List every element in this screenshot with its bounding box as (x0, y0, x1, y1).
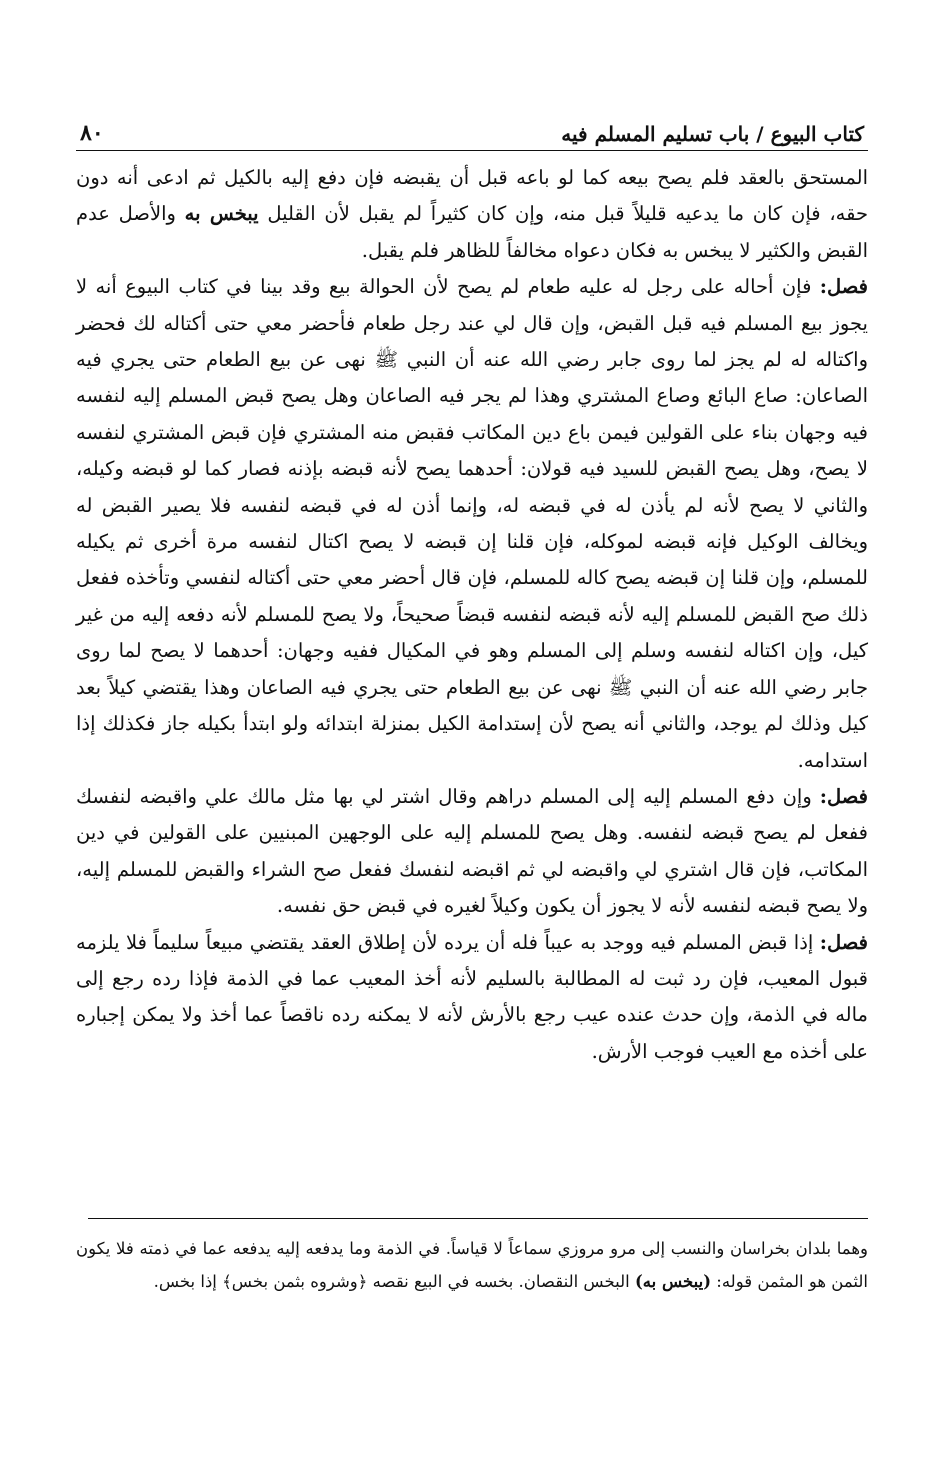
paragraph-2 (76, 269, 868, 779)
main-text (76, 160, 868, 1070)
section-label: فصل: (819, 275, 868, 299)
footnote-part-b: البخس النقصان. بخسه في البيع نقصه ﴿وشروه بثمن بخس﴾ إذا بخس. (153, 1272, 630, 1291)
paragraph-4 (76, 925, 868, 1071)
footnote-bold-term: (يبخس به) (634, 1272, 712, 1291)
paragraph-1-tail: والأصل عدم القبض والكثير لا يبخس به فكان دعواه مخالفاً للظاهر فلم يقبل. (76, 202, 868, 262)
paragraph-2-text: فإن أحاله على رجل له عليه طعام لم يصح لأن الحوالة بيع وقد بينا في كتاب البيوع أنه لا يجوز بيع المسلم فيه قبل القبض، وإن قال لي عند رجل طعام فأحضر معي حتى أكتاله لك فحضر واكتاله له لم يجز لما روى جابر رضي الله عنه أن النبي ﷺ نهى عن بيع الطعام حتى يجري فيه الصاعان: صاع البائع وصاع المشتري وهذا لم يجر فيه الصاعان وهل يصح قبض المسلم إليه لنفسه فيه وجهان بناء على القولين فيمن باع دين المكاتب فقبض منه المشتري فإن قبض المشتري لنفسه لا يصح، وهل يصح القبض للسيد فيه قولان: أحدهما يصح لأنه قبضه بإذنه فصار كما لو قبضه وكيله، والثاني لا يصح لأنه لم يأذن له في قبضه له، وإنما أذن له في قبضه لنفسه فلا يصير القبض له ويخالف الوكيل فإنه قبضه لموكله، فإن قلنا إن قبضه لا يصح اكتال لنفسه مرة أخرى ثم يكيله للمسلم، وإن قلنا إن قبضه يصح كاله للمسلم، فإن قال أحضر معي حتى أكتاله لنفسي وتأخذه ففعل ذلك صح القبض للمسلم إليه لأنه قبضه لنفسه قبضاً صحيحاً، ولا يصح للمسلم لأنه دفعه إليه من غير كيل، وإن اكتاله لنفسه وسلم إلى المسلم وهو في المكيال ففيه وجهان: أحدهما لا يصح لما روى جابر رضي الله عنه أن النبي ﷺ نهى عن بيع الطعام حتى يجري فيه الصاعان وهذا يقتضي كيلاً بعد كيل وذلك لم يوجد، والثاني أنه يصح لأن إستدامة الكيل بمنزلة ابتدائه ولو ابتدأ بكيله جاز فكذلك إذا استدامه. (76, 275, 868, 772)
section-label: فصل: (819, 784, 868, 808)
footnote-part-a: وهما بلدان بخراسان والنسب إلى مرو مروزي سماعاً لا قياساً. في الذمة وما يدفعه إليه يدفعه عما في ذمته فلا يكون الثمن هو المثمن قوله: (76, 1239, 868, 1291)
section-label: فصل: (819, 930, 868, 954)
running-title: كتاب البيوع / باب تسليم المسلم فيه (561, 122, 864, 146)
header-divider (76, 150, 868, 151)
paragraph-1-bold-term: يبخس به (184, 202, 259, 226)
paragraph-3-text: وإن دفع المسلم إليه إلى المسلم دراهم وقال اشتر لي بها مثل مالك علي واقبضه لنفسك ففعل لم يصح قبضه لنفسه. وهل يصح للمسلم إليه على الوجهين المبنيين على القولين في دين المكاتب، فإن قال اشتري لي واقبضه لي ثم اقبضه لنفسك ففعل صح الشراء والقبض للمسلم إليه، ولا يصح قبضه لنفسه لأنه لا يجوز أن يكون وكيلاً لغيره في قبض حق نفسه. (76, 784, 868, 918)
footnote-text (76, 1232, 868, 1298)
paragraph-3 (76, 779, 868, 925)
paragraph-4-text: إذا قبض المسلم فيه ووجد به عيباً فله أن يرده لأن إطلاق العقد يقتضي مبيعاً سليماً فلا يلزمه قبول المعيب، فإن رد ثبت له المطالبة بالسليم لأنه أخذ المعيب عما في الذمة فإذا رده رجع إلى ماله في الذمة، وإن حدث عنده عيب رجع بالأرش لأنه لا يمكنه رده ناقصاً عما أخذ ولا يمكن إجباره على أخذه مع العيب فوجب الأرش. (76, 930, 868, 1063)
footnote-divider (88, 1218, 868, 1219)
page-number: ٨٠ (80, 120, 104, 146)
paragraph-1-text: المستحق بالعقد فلم يصح بيعه كما لو باعه قبل أن يقبضه فإن دفع إليه بالكيل ثم ادعى أنه دون حقه، فإن كان ما يدعيه قليلاً قبل منه، وإن كان كثيراً لم يقبل لأن القليل (76, 166, 868, 226)
paragraph-1 (76, 160, 868, 269)
page-header (80, 106, 864, 146)
footnotes (76, 1232, 868, 1298)
